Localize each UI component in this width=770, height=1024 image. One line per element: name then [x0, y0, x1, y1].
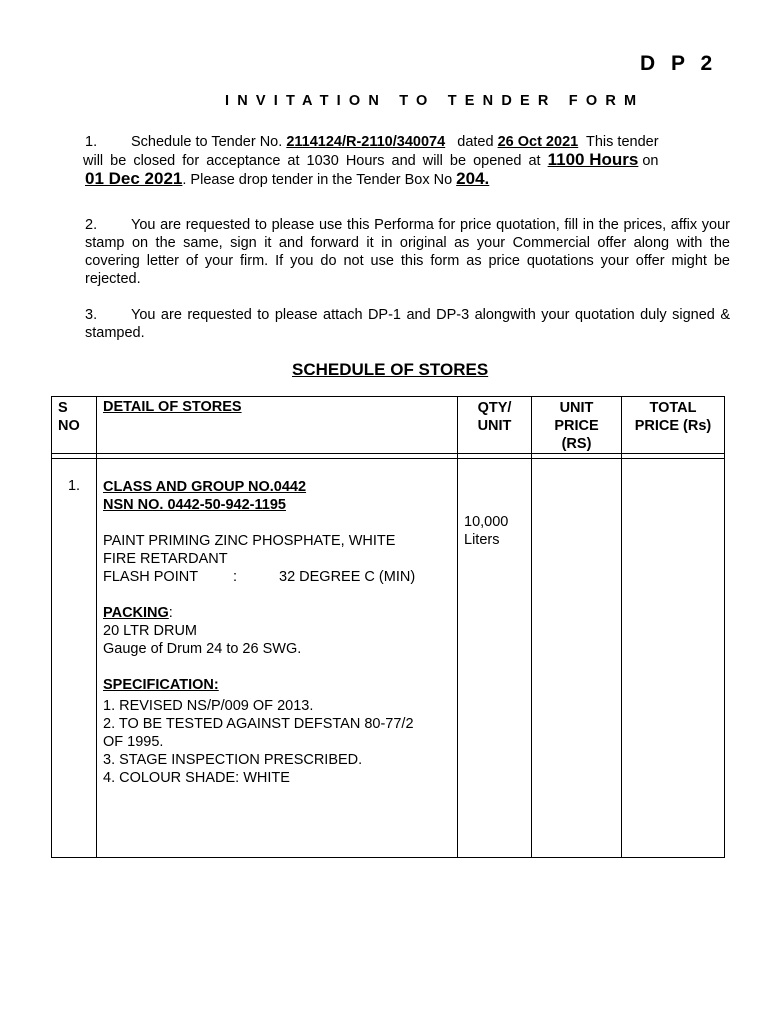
flash-point	[103, 568, 457, 586]
paragraph-3-text: You are requested to please attach DP-1 and DP-3 alongwith your quotation duly signed & stamped.	[85, 307, 730, 341]
item-name-cont: FIRE RETARDANT	[103, 551, 228, 567]
schedule-table	[51, 396, 725, 858]
header-text: PRICE (Rs)	[634, 418, 712, 434]
flash-colon: :	[233, 569, 238, 585]
spacer	[103, 586, 457, 604]
packing-colon: :	[168, 605, 173, 621]
text: on	[638, 153, 659, 169]
flash-value: 32 DEGREE C (MIN)	[279, 569, 416, 585]
qty-value: 10,000	[464, 514, 509, 530]
specification-heading: SPECIFICATION:	[103, 677, 219, 693]
form-code: D P 2	[640, 52, 718, 75]
header-text: QTY/	[477, 400, 512, 416]
text: This tender	[578, 134, 659, 150]
text: dated	[445, 134, 498, 150]
cell-unit-price[interactable]	[532, 459, 622, 858]
spec-line: 1. REVISED NS/P/009 OF 2013.	[103, 698, 314, 714]
spec-line: OF 1995.	[103, 734, 164, 750]
header-sno	[52, 397, 97, 454]
packing-label: PACKING	[103, 605, 169, 621]
spacer	[103, 514, 457, 532]
header-text: S	[58, 400, 68, 416]
header-qty	[458, 397, 532, 454]
header-text: UNIT	[559, 400, 594, 416]
tender-date: 26 Oct 2021	[497, 134, 579, 150]
paragraph-2	[85, 216, 730, 288]
cell-qty	[458, 459, 532, 858]
paragraph-number: 2.	[85, 217, 98, 233]
packing-line: Gauge of Drum 24 to 26 SWG.	[103, 641, 302, 657]
paragraph-1-line-2	[83, 151, 730, 170]
table-header-row	[52, 397, 725, 454]
paragraph-2-text: You are requested to please use this Performa for price quotation, fill in the prices, affix your stamp on the same, sign it and forward it in original as your Commercial offer along with the covering letter of your firm. If you do not use this form as price quotations your offer might be rejected.	[85, 217, 730, 287]
table-row	[52, 459, 725, 858]
cell-sno: 1.	[52, 459, 97, 858]
class-group: CLASS AND GROUP NO.0442	[103, 479, 307, 495]
text: . Please drop tender in the Tender Box No	[182, 172, 457, 188]
form-title: INVITATION TO TENDER FORM	[225, 93, 645, 109]
spec-line: 3. STAGE INSPECTION PRESCRIBED.	[103, 752, 363, 768]
paragraph-number: 3.	[85, 307, 98, 323]
header-text: NO	[58, 418, 80, 434]
flash-label: FLASH POINT	[103, 569, 199, 585]
item-name: PAINT PRIMING ZINC PHOSPHATE, WHITE	[103, 533, 396, 549]
paragraph-number: 1.	[85, 134, 98, 150]
closing-date: 01 Dec 2021	[85, 169, 183, 188]
qty-unit: Liters	[464, 532, 500, 548]
header-total-price	[622, 397, 725, 454]
header-text: (RS)	[561, 436, 592, 452]
spec-line: 4. COLOUR SHADE: WHITE	[103, 770, 290, 786]
paragraph-1-line-3	[85, 170, 730, 189]
paragraph-1	[85, 133, 730, 189]
header-text: TOTAL	[649, 400, 697, 416]
packing-line: 20 LTR DRUM	[103, 623, 197, 639]
schedule-title: SCHEDULE OF STORES	[292, 360, 489, 379]
header-detail	[97, 397, 458, 454]
header-text: DETAIL OF STORES	[103, 399, 242, 415]
spec-line: 2. TO BE TESTED AGAINST DEFSTAN 80-77/2	[103, 716, 414, 732]
opening-hours: 1100 Hours	[547, 150, 639, 169]
cell-total-price[interactable]	[622, 459, 725, 858]
packing-heading	[103, 604, 457, 622]
tender-box-number: 204.	[456, 169, 490, 188]
header-text: UNIT	[477, 418, 512, 434]
tender-number: 2114124/R-2110/340074	[286, 134, 446, 150]
header-unit-price	[532, 397, 622, 454]
paragraph-3	[85, 306, 730, 342]
nsn-number: NSN NO. 0442-50-942-1195	[103, 497, 286, 513]
header-text: PRICE	[554, 418, 599, 434]
text: will be closed for acceptance at 1030 Hours and will be opened at	[83, 153, 548, 169]
paragraph-1-line-1	[85, 133, 730, 151]
text: Schedule to Tender No.	[131, 134, 287, 150]
cell-detail	[97, 459, 458, 858]
spacer	[103, 658, 457, 676]
